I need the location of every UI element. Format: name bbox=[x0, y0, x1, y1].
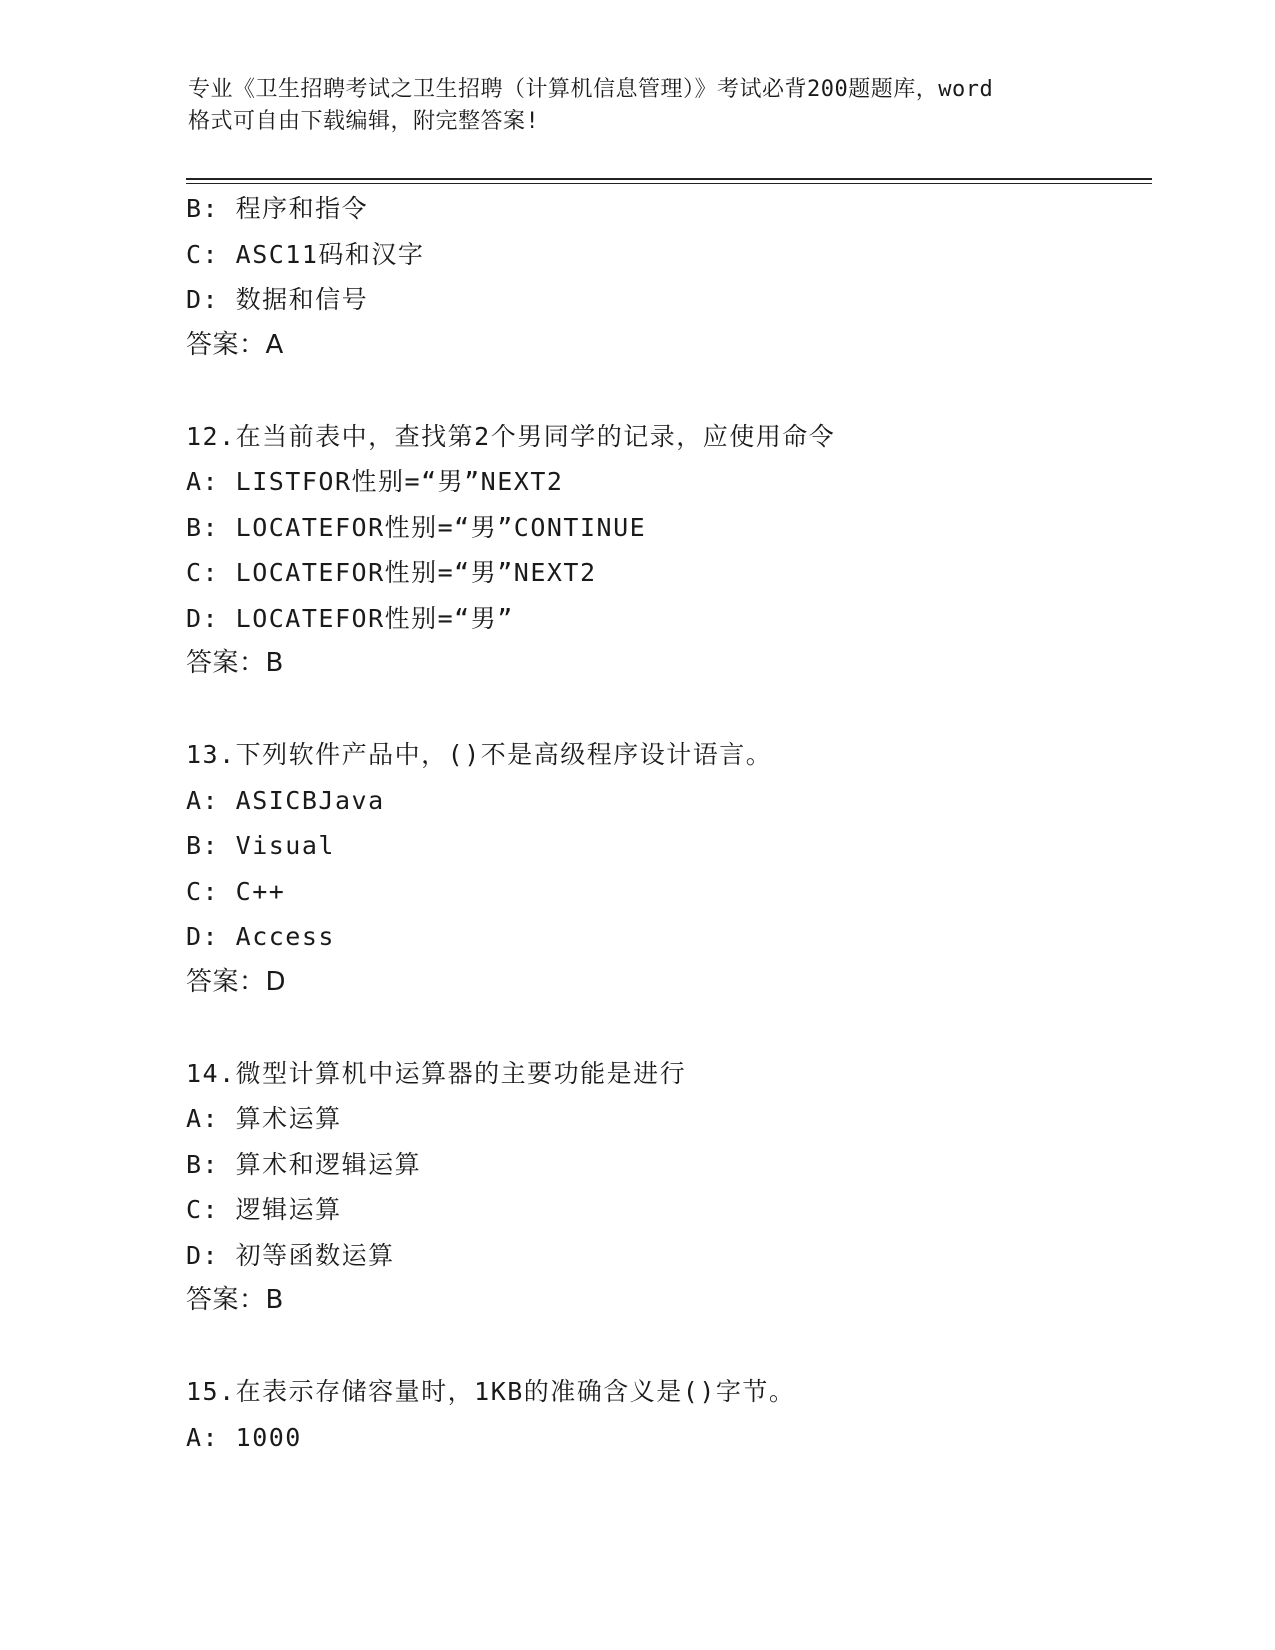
header-line-1: 专业《卫生招聘考试之卫生招聘（计算机信息管理）》考试必背200题题库，word bbox=[188, 77, 994, 102]
spacer bbox=[186, 687, 1146, 733]
q13-option-a: A: ASICBJava bbox=[186, 785, 385, 815]
spacer bbox=[186, 1005, 1146, 1051]
q13-question: 13.下列软件产品中，()不是高级程序设计语言。 bbox=[186, 740, 773, 769]
q11-answer: 答案：A bbox=[186, 329, 284, 360]
header-line-2: 格式可自由下载编辑，附完整答案! bbox=[188, 109, 540, 134]
q12-answer: 答案：B bbox=[186, 648, 284, 678]
q11-option-c: C: ASC11码和汉字 bbox=[186, 239, 425, 269]
q14-question: 14.微型计算机中运算器的主要功能是进行 bbox=[186, 1058, 687, 1088]
document-header bbox=[188, 74, 1088, 138]
header-divider-thick bbox=[186, 178, 1152, 180]
q14-answer: 答案：B bbox=[186, 1285, 284, 1315]
question-list bbox=[186, 186, 1146, 1460]
q14-option-b: B: 算术和逻辑运算 bbox=[186, 1149, 422, 1179]
q11-option-b: B: 程序和指令 bbox=[186, 194, 369, 223]
q14-option-d: D: 初等函数运算 bbox=[186, 1240, 395, 1270]
q14-option-a: A: 算术运算 bbox=[186, 1104, 342, 1133]
q14-option-c: C: 逻辑运算 bbox=[186, 1195, 342, 1224]
spacer bbox=[186, 1324, 1146, 1370]
q15-option-a: A: 1000 bbox=[186, 1422, 302, 1452]
q15-question: 15.在表示存储容量时，1KB的准确含义是()字节。 bbox=[186, 1377, 796, 1406]
spacer bbox=[186, 368, 1146, 414]
q12-option-b: B: LOCATEFOR性别=“男”CONTINUE bbox=[186, 512, 647, 542]
q12-option-d: D: LOCATEFOR性别=“男” bbox=[186, 603, 514, 633]
q13-option-d: D: Access bbox=[186, 922, 335, 951]
q11-option-d: D: 数据和信号 bbox=[186, 285, 369, 314]
q13-option-c: C: C++ bbox=[186, 876, 286, 906]
header-divider-thin bbox=[186, 183, 1152, 184]
q12-option-c: C: LOCATEFOR性别=“男”NEXT2 bbox=[186, 558, 597, 587]
q13-option-b: B: Visual bbox=[186, 831, 335, 860]
q12-option-a: A: LISTFOR性别=“男”NEXT2 bbox=[186, 467, 564, 496]
q13-answer: 答案：D bbox=[186, 966, 287, 997]
q12-question: 12.在当前表中，查找第2个男同学的记录，应使用命令 bbox=[186, 421, 836, 451]
